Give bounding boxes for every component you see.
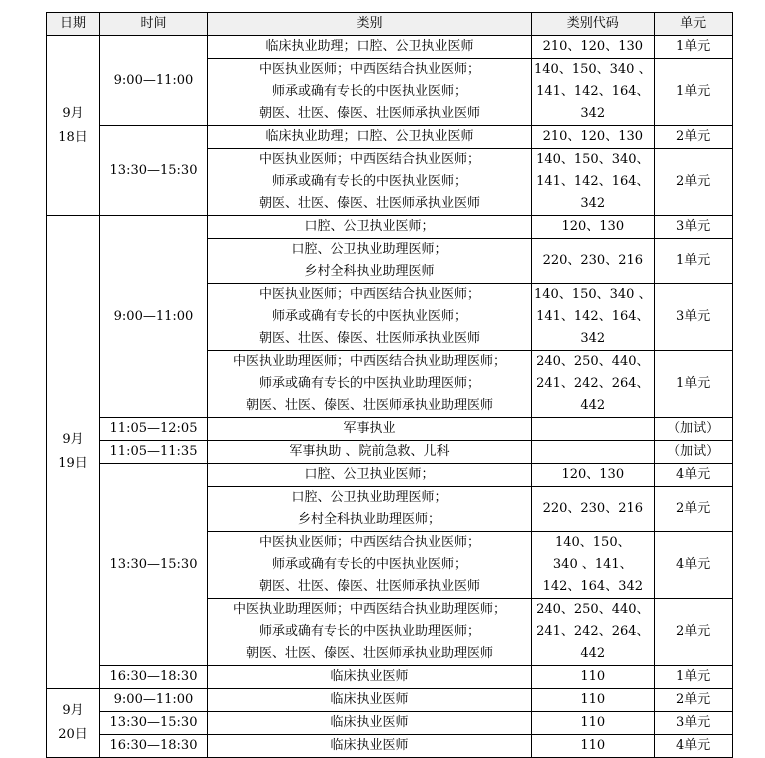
- table-row: [47, 216, 733, 239]
- category-cell: 临床执业助理；口腔、公卫执业医师: [208, 126, 532, 149]
- category-cell: 临床执业医师: [208, 666, 532, 689]
- code-cell: 220、230、216: [532, 239, 655, 284]
- unit-cell: 1单元: [654, 239, 732, 284]
- time-cell: 13:30—15:30: [100, 712, 208, 735]
- unit-cell: （加试）: [654, 418, 732, 441]
- unit-cell: （加试）: [654, 441, 732, 464]
- header-time: 时间: [100, 13, 208, 36]
- category-cell: 口腔、公卫执业医师；: [208, 216, 532, 239]
- unit-cell: 2单元: [654, 599, 732, 666]
- category-cell: 口腔、公卫执业医师；: [208, 464, 532, 487]
- code-cell: 240、250、440、 241、242、264、 442: [532, 599, 655, 666]
- time-cell: 9:00—11:00: [100, 689, 208, 712]
- date-cell: 9月 19日: [47, 216, 100, 689]
- unit-cell: 2单元: [654, 149, 732, 216]
- unit-cell: 2单元: [654, 487, 732, 532]
- code-cell: 220、230、216: [532, 487, 655, 532]
- unit-cell: 1单元: [654, 59, 732, 126]
- category-cell: 临床执业医师: [208, 735, 532, 758]
- category-cell: 中医执业医师；中西医结合执业医师； 师承或确有专长的中医执业医师； 朝医、壮医、傣医、壮医师承执业医师: [208, 59, 532, 126]
- code-cell: 140、150、340 、 141、142、164、 342: [532, 284, 655, 351]
- table-row: [47, 735, 733, 758]
- unit-cell: 3单元: [654, 712, 732, 735]
- code-cell: [532, 418, 655, 441]
- time-cell: 9:00—11:00: [100, 36, 208, 126]
- unit-cell: 3单元: [654, 284, 732, 351]
- table-row: [47, 689, 733, 712]
- unit-cell: 4单元: [654, 735, 732, 758]
- unit-cell: 4单元: [654, 532, 732, 599]
- code-cell: 210、120、130: [532, 36, 655, 59]
- table-row: [47, 666, 733, 689]
- unit-cell: 3单元: [654, 216, 732, 239]
- category-cell: 临床执业助理；口腔、公卫执业医师: [208, 36, 532, 59]
- category-cell: 军事执助 、院前急救、儿科: [208, 441, 532, 464]
- table-row: [47, 712, 733, 735]
- code-cell: 140、150、340 、 141、142、164、 342: [532, 59, 655, 126]
- category-cell: 中医执业助理医师；中西医结合执业助理医师； 师承或确有专长的中医执业助理医师； 朝医、壮医、傣医、壮医师承执业助理医师: [208, 599, 532, 666]
- table-row: [47, 36, 733, 59]
- category-cell: 中医执业医师；中西医结合执业医师； 师承或确有专长的中医执业医师； 朝医、壮医、傣医、壮医师承执业医师: [208, 149, 532, 216]
- header-code: 类别代码: [532, 13, 655, 36]
- header-unit: 单元: [654, 13, 732, 36]
- unit-cell: 1单元: [654, 36, 732, 59]
- code-cell: 240、250、440、 241、242、264、 442: [532, 351, 655, 418]
- exam-schedule-table: [46, 12, 733, 758]
- time-cell: 13:30—15:30: [100, 126, 208, 216]
- category-cell: 口腔、公卫执业助理医师； 乡村全科执业助理医师: [208, 239, 532, 284]
- time-cell: 11:05—12:05: [100, 418, 208, 441]
- table-row: [47, 126, 733, 149]
- code-cell: [532, 441, 655, 464]
- header-date: 日期: [47, 13, 100, 36]
- unit-cell: 1单元: [654, 666, 732, 689]
- time-cell: 13:30—15:30: [100, 464, 208, 666]
- code-cell: 120、130: [532, 464, 655, 487]
- unit-cell: 2单元: [654, 126, 732, 149]
- time-cell: 16:30—18:30: [100, 666, 208, 689]
- category-cell: 军事执业: [208, 418, 532, 441]
- header-category: 类别: [208, 13, 532, 36]
- category-cell: 临床执业医师: [208, 712, 532, 735]
- code-cell: 120、130: [532, 216, 655, 239]
- unit-cell: 2单元: [654, 689, 732, 712]
- time-cell: 9:00—11:00: [100, 216, 208, 418]
- code-cell: 140、150、340、 141、142、164、 342: [532, 149, 655, 216]
- time-cell: 16:30—18:30: [100, 735, 208, 758]
- code-cell: 110: [532, 666, 655, 689]
- time-cell: 11:05—11:35: [100, 441, 208, 464]
- category-cell: 口腔、公卫执业助理医师； 乡村全科执业助理医师；: [208, 487, 532, 532]
- unit-cell: 4单元: [654, 464, 732, 487]
- code-cell: 210、120、130: [532, 126, 655, 149]
- table-row: [47, 464, 733, 487]
- table-row: [47, 441, 733, 464]
- unit-cell: 1单元: [654, 351, 732, 418]
- code-cell: 110: [532, 735, 655, 758]
- code-cell: 110: [532, 712, 655, 735]
- category-cell: 中医执业医师；中西医结合执业医师； 师承或确有专长的中医执业医师； 朝医、壮医、傣医、壮医师承执业医师: [208, 532, 532, 599]
- header-row: [47, 13, 733, 36]
- category-cell: 中医执业助理医师；中西医结合执业助理医师； 师承或确有专长的中医执业助理医师； 朝医、壮医、傣医、壮医师承执业助理医师: [208, 351, 532, 418]
- date-cell: 9月 18日: [47, 36, 100, 216]
- category-cell: 中医执业医师；中西医结合执业医师； 师承或确有专长的中医执业医师； 朝医、壮医、傣医、壮医师承执业医师: [208, 284, 532, 351]
- date-cell: 9月 20日: [47, 689, 100, 758]
- code-cell: 140、150、 340 、141、 142、164、342: [532, 532, 655, 599]
- category-cell: 临床执业医师: [208, 689, 532, 712]
- code-cell: 110: [532, 689, 655, 712]
- table-row: [47, 418, 733, 441]
